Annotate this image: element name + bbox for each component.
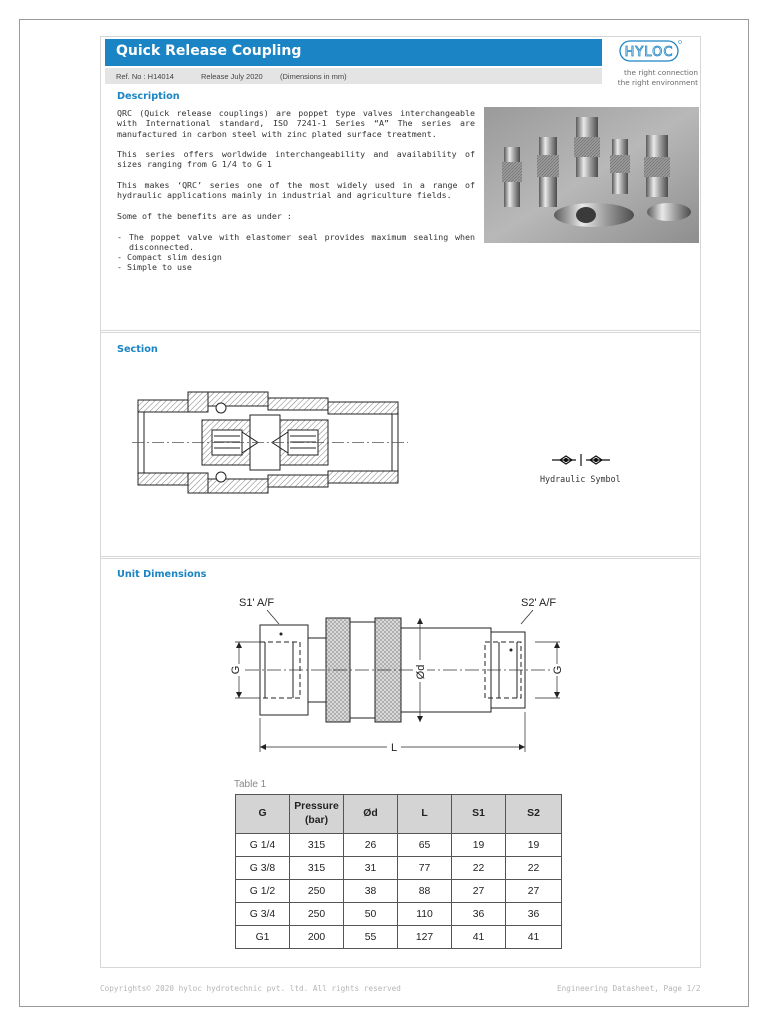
- description-para-2: This series offers worldwide interchangeability and availability of sizes ranging from G 1/4 to G 1: [117, 149, 475, 170]
- g-label-right: G: [552, 665, 564, 675]
- cell-s2: 19: [506, 834, 562, 857]
- page-title: Quick Release Coupling: [116, 43, 302, 59]
- cell-od: 26: [344, 834, 398, 857]
- release-date: Release July 2020: [201, 72, 263, 81]
- cell-g: G 1/4: [236, 834, 290, 857]
- cell-s2: 22: [506, 857, 562, 880]
- s1-label: S1' A/F: [239, 597, 275, 609]
- unit-dimensions-heading: Unit Dimensions: [117, 569, 207, 580]
- cell-g: G 3/8: [236, 857, 290, 880]
- cell-s2: 27: [506, 880, 562, 903]
- cell-g: G 3/4: [236, 903, 290, 926]
- copyright-footer: Copyrights© 2020 hyloc hydrotechnic pvt. ltd. All rights reserved: [100, 984, 401, 993]
- cell-l: 127: [398, 926, 452, 949]
- cell-pressure: 250: [290, 903, 344, 926]
- section-heading: Section: [117, 344, 158, 355]
- section-divider: [101, 556, 700, 559]
- ref-number: Ref. No : H14014: [116, 72, 174, 81]
- od-label: Ød: [415, 664, 427, 680]
- table-header-row: [236, 795, 562, 834]
- cell-g: G1: [236, 926, 290, 949]
- table-row: [236, 857, 562, 880]
- description-text: [117, 108, 475, 273]
- cell-s1: 41: [452, 926, 506, 949]
- header-g: G: [236, 795, 290, 834]
- cell-s1: 36: [452, 903, 506, 926]
- cell-pressure: 315: [290, 857, 344, 880]
- cell-pressure: 315: [290, 834, 344, 857]
- cell-s1: 19: [452, 834, 506, 857]
- header-s1: S1: [452, 795, 506, 834]
- unit-dimensions-drawing: [215, 590, 580, 760]
- cell-s1: 27: [452, 880, 506, 903]
- description-para-3: This makes ‘QRC’ series one of the most widely used in a range of hydraulic applications mainly in industrial and agriculture fields.: [117, 180, 475, 201]
- cell-l: 77: [398, 857, 452, 880]
- cell-od: 38: [344, 880, 398, 903]
- table-row: [236, 880, 562, 903]
- dimensions-table: [235, 794, 562, 949]
- benefit-item: - The poppet valve with elastomer seal provides maximum sealing when disconnected.: [117, 231, 475, 252]
- description-para-4: Some of the benefits are as under :: [117, 210, 292, 221]
- tagline-1: the right connection: [624, 68, 698, 77]
- cell-s2: 41: [506, 926, 562, 949]
- hyloc-logo: [619, 39, 683, 63]
- table-row: [236, 834, 562, 857]
- hydraulic-symbol: [550, 452, 612, 468]
- hydraulic-symbol-label: Hydraulic Symbol: [540, 474, 621, 484]
- reference-bar: [105, 68, 602, 84]
- cell-l: 88: [398, 880, 452, 903]
- cell-s1: 22: [452, 857, 506, 880]
- cell-od: 55: [344, 926, 398, 949]
- description-para-1: QRC (Quick release couplings) are poppet type valves interchangeable with International standard, ISO 7241-1 Series “A” The series are manufactured in carbon steel with zinc plated surface treatment.: [117, 108, 475, 139]
- header-l: L: [398, 795, 452, 834]
- cell-l: 110: [398, 903, 452, 926]
- title-bar: [105, 39, 602, 66]
- table-row: [236, 903, 562, 926]
- l-label: L: [390, 742, 398, 754]
- tagline-2: the right environment: [617, 78, 698, 87]
- cell-g: G 1/2: [236, 880, 290, 903]
- cell-od: 50: [344, 903, 398, 926]
- table-row: [236, 926, 562, 949]
- section-drawing: [130, 380, 410, 505]
- cell-s2: 36: [506, 903, 562, 926]
- product-photo: [484, 107, 699, 243]
- cell-pressure: 250: [290, 880, 344, 903]
- header-s2: S2: [506, 795, 562, 834]
- header-od: Ød: [344, 795, 398, 834]
- description-heading: Description: [117, 91, 180, 102]
- benefit-item: - Compact slim design: [117, 252, 222, 263]
- page-number-footer: Engineering Datasheet, Page 1/2: [557, 984, 701, 993]
- benefit-item: - Simple to use: [117, 262, 192, 273]
- section-divider: [101, 330, 700, 333]
- cell-od: 31: [344, 857, 398, 880]
- table-caption: Table 1: [234, 779, 267, 790]
- dimensions-note: (Dimensions in mm): [280, 72, 347, 81]
- cell-l: 65: [398, 834, 452, 857]
- logo-text: HYLOC: [624, 45, 674, 60]
- cell-pressure: 200: [290, 926, 344, 949]
- header-pressure: Pressure (bar): [290, 795, 344, 834]
- g-label-left: G: [230, 665, 242, 675]
- s2-label: S2' A/F: [521, 597, 557, 609]
